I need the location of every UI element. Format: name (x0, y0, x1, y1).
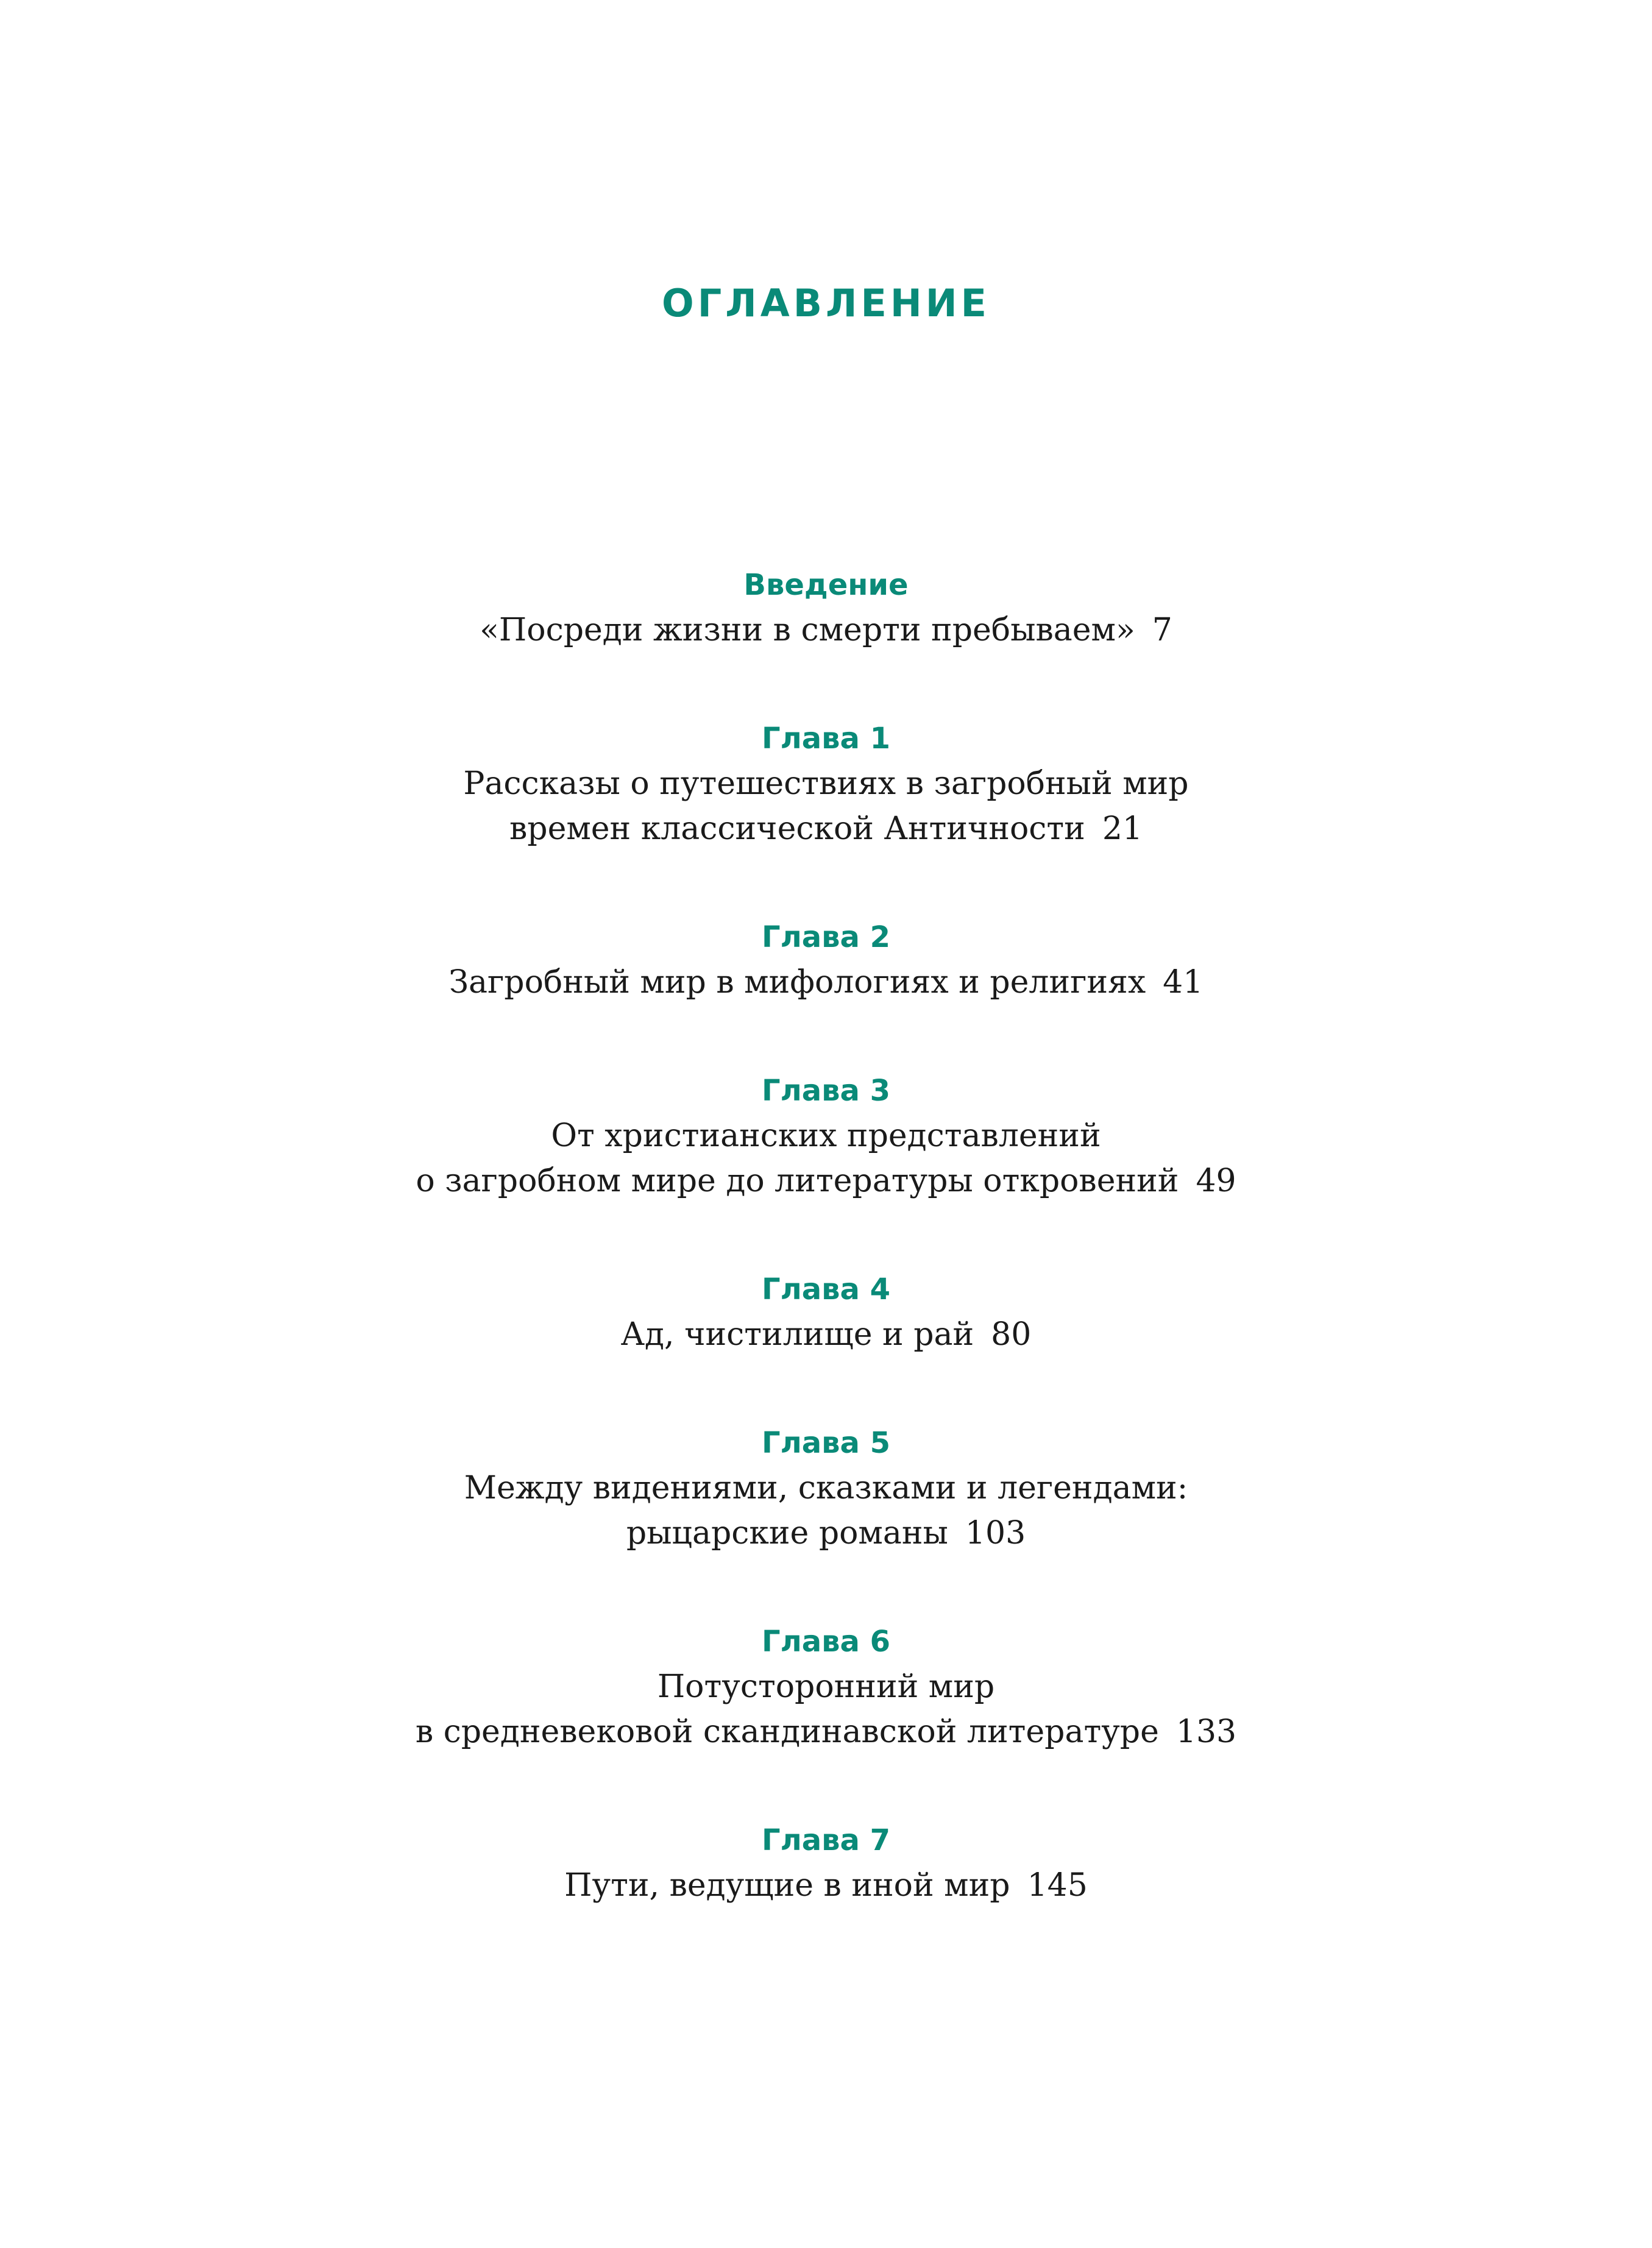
toc-entry (0, 716, 1652, 851)
toc-entry-page-number: 103 (965, 1515, 1026, 1551)
toc-entry-heading: Глава 5 (761, 1426, 890, 1460)
toc-entry-title-text: времен классической Античности (509, 810, 1085, 847)
toc-entry-title-line (0, 1158, 1652, 1204)
toc-entry-title-line (0, 1511, 1652, 1556)
toc-entry-title-line (0, 1709, 1652, 1754)
page-title: ОГЛАВЛЕНИЕ (662, 281, 990, 325)
toc-entry-heading: Глава 4 (761, 1272, 890, 1307)
toc-entry-page-number: 41 (1163, 964, 1204, 1001)
toc-entry-title-text: Пути, ведущие в иной мир (564, 1867, 1010, 1904)
toc-entry-title-text: Ад, чистилище и рай (620, 1316, 974, 1353)
toc-entry-page-number: 145 (1027, 1867, 1088, 1904)
toc-entry-title-text: Потусторонний мир (657, 1668, 995, 1705)
toc-entry (0, 915, 1652, 1005)
toc-entry-heading: Введение (743, 568, 909, 602)
toc-entry-heading: Глава 7 (761, 1823, 890, 1857)
table-of-contents (0, 562, 1652, 1971)
toc-entry-title-text: в средневековой скандинавской литературе (415, 1714, 1159, 1750)
toc-entry-title-text: рыцарские романы (626, 1515, 948, 1551)
toc-entry-title-line (0, 1113, 1652, 1158)
toc-entry-page-number: 21 (1102, 810, 1143, 847)
toc-entry (0, 562, 1652, 653)
toc-entry-title-text: о загробном мире до литературы откровений (416, 1163, 1179, 1199)
toc-entry-title-line (0, 1312, 1652, 1357)
toc-entry-title-line (0, 1466, 1652, 1511)
toc-entry-title-line (0, 608, 1652, 653)
toc-entry-title-line (0, 960, 1652, 1005)
toc-entry-title-text: Загробный мир в мифологиях и религиях (448, 964, 1146, 1001)
toc-entry-heading: Глава 1 (761, 722, 890, 756)
toc-entry-page-number: 80 (991, 1316, 1032, 1353)
toc-entry-heading: Глава 2 (761, 920, 890, 954)
toc-entry-title-text: Между видениями, сказками и легендами: (464, 1470, 1188, 1506)
toc-entry-title-line (0, 1664, 1652, 1709)
toc-entry-heading: Глава 3 (761, 1074, 890, 1108)
toc-entry (0, 1068, 1652, 1204)
toc-entry-title-text: От христианских представлений (551, 1118, 1101, 1154)
toc-entry-page-number: 49 (1196, 1163, 1236, 1199)
toc-entry-page-number: 7 (1152, 612, 1172, 648)
toc-entry (0, 1420, 1652, 1556)
toc-entry-page-number: 133 (1175, 1714, 1237, 1750)
toc-entry-title-line (0, 1863, 1652, 1908)
toc-entry (0, 1267, 1652, 1357)
toc-entry-title-line (0, 761, 1652, 806)
toc-entry (0, 1818, 1652, 1908)
toc-entry (0, 1619, 1652, 1754)
toc-entry-title-line (0, 806, 1652, 851)
toc-entry-title-text: «Посреди жизни в смерти пребываем» (480, 612, 1135, 648)
toc-entry-heading: Глава 6 (761, 1625, 890, 1659)
toc-entry-title-text: Рассказы о путешествиях в загробный мир (463, 765, 1189, 802)
